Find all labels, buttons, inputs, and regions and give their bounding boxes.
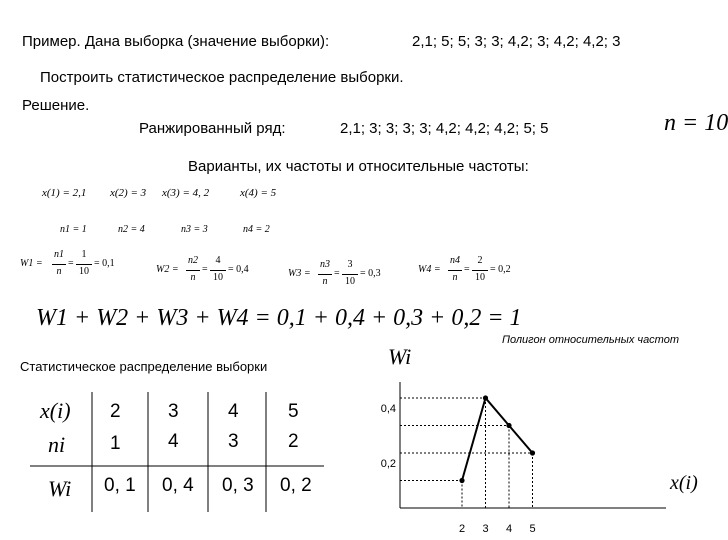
ranked-label: Ранжированный ряд: xyxy=(139,120,286,137)
chart-ylabel: Wi xyxy=(388,344,412,369)
w3-num-n: n3 xyxy=(320,259,330,270)
example-label: Пример. Дана выборка (значение выборки): xyxy=(22,33,330,50)
distribution-title: Статистическое распределение выборки xyxy=(20,359,268,374)
task-statement: Построить статистическое распределение выборки. xyxy=(40,69,404,86)
variant-3: x(3) = 4, 2 xyxy=(162,187,210,199)
sum-formula: W1 + W2 + W3 + W4 = 0,1 + 0,4 + 0,3 + 0,2 = 1 xyxy=(36,305,522,331)
w4-den-n: n xyxy=(452,272,458,283)
w3-den-n: n xyxy=(322,276,328,287)
data-point-1 xyxy=(459,478,464,483)
ranked-values: 2,1; 3; 3; 3; 3; 4,2; 4,2; 4,2; 5; 5 xyxy=(340,120,549,137)
w2-den-v: 10 xyxy=(213,272,223,283)
frequency-2: n2 = 4 xyxy=(118,224,145,235)
cell-n-2: 4 xyxy=(168,431,179,452)
w1-eq: = xyxy=(68,258,74,269)
cell-x-1: 2 xyxy=(110,401,121,422)
w4-num-v: 2 xyxy=(477,255,483,266)
w4-eq: = xyxy=(464,264,470,275)
w4-result: = 0,2 xyxy=(490,264,511,275)
w4-lhs: W4 = xyxy=(418,264,441,275)
w2-lhs: W2 = xyxy=(156,264,179,275)
variant-1: x(1) = 2,1 xyxy=(42,187,87,199)
cell-x-4: 5 xyxy=(288,401,299,422)
cell-w-2: 0, 4 xyxy=(162,475,194,496)
row-label-n: ni xyxy=(48,432,66,457)
w2-num-n: n2 xyxy=(188,255,198,266)
chart-title: Полигон относительных частот xyxy=(502,334,680,346)
w1-den-n: n xyxy=(56,266,62,277)
w4-den-v: 10 xyxy=(475,272,485,283)
variants-title: Варианты, их частоты и относительные частоты: xyxy=(188,158,529,175)
frequency-4: n4 = 2 xyxy=(243,224,270,235)
row-label-x: x(i) xyxy=(40,398,71,423)
cell-n-3: 3 xyxy=(228,431,239,452)
solution-label: Решение. xyxy=(22,97,90,114)
w2-result: = 0,4 xyxy=(228,264,249,275)
data-point-4 xyxy=(530,450,535,455)
x-tick-3: 3 xyxy=(482,523,489,535)
y-tick-0-2: 0,2 xyxy=(380,458,396,470)
y-tick-0-4: 0,4 xyxy=(380,403,396,415)
n-formula: n = 10 xyxy=(664,110,728,136)
variant-2: x(2) = 3 xyxy=(110,187,147,199)
w2-eq: = xyxy=(202,264,208,275)
variant-4: x(4) = 5 xyxy=(240,187,277,199)
w1-lhs: W1 = xyxy=(20,258,43,269)
w3-num-v: 3 xyxy=(347,259,353,270)
cell-x-2: 3 xyxy=(168,401,179,422)
w4-num-n: n4 xyxy=(450,255,460,266)
w1-num-v: 1 xyxy=(81,249,87,260)
data-point-2 xyxy=(483,395,488,400)
w1-den-v: 10 xyxy=(79,266,89,277)
cell-w-1: 0, 1 xyxy=(104,475,136,496)
w2-num-v: 4 xyxy=(215,255,221,266)
chart-xlabel: x(i) xyxy=(670,472,698,494)
w1-num-n: n1 xyxy=(54,249,64,260)
w3-den-v: 10 xyxy=(345,276,355,287)
x-tick-2: 2 xyxy=(458,523,466,535)
x-tick-5: 5 xyxy=(529,523,536,535)
frequency-1: n1 = 1 xyxy=(60,224,87,235)
x-tick-4: 4 xyxy=(505,523,513,535)
w2-den-n: n xyxy=(190,272,196,283)
frequency-3: n3 = 3 xyxy=(181,224,208,235)
data-point-3 xyxy=(506,423,511,428)
w3-result: = 0,3 xyxy=(360,268,381,279)
polygon-line xyxy=(462,398,533,481)
w3-lhs: W3 = xyxy=(288,268,311,279)
w1-result: = 0,1 xyxy=(94,258,115,269)
cell-w-3: 0, 3 xyxy=(222,475,254,496)
row-label-w: Wi xyxy=(48,476,72,501)
w3-eq: = xyxy=(334,268,340,279)
cell-x-3: 4 xyxy=(228,401,239,422)
cell-n-1: 1 xyxy=(110,433,121,454)
sample-values: 2,1; 5; 5; 3; 3; 4,2; 3; 4,2; 4,2; 3 xyxy=(412,33,621,50)
cell-n-4: 2 xyxy=(288,431,299,452)
cell-w-4: 0, 2 xyxy=(280,475,312,496)
